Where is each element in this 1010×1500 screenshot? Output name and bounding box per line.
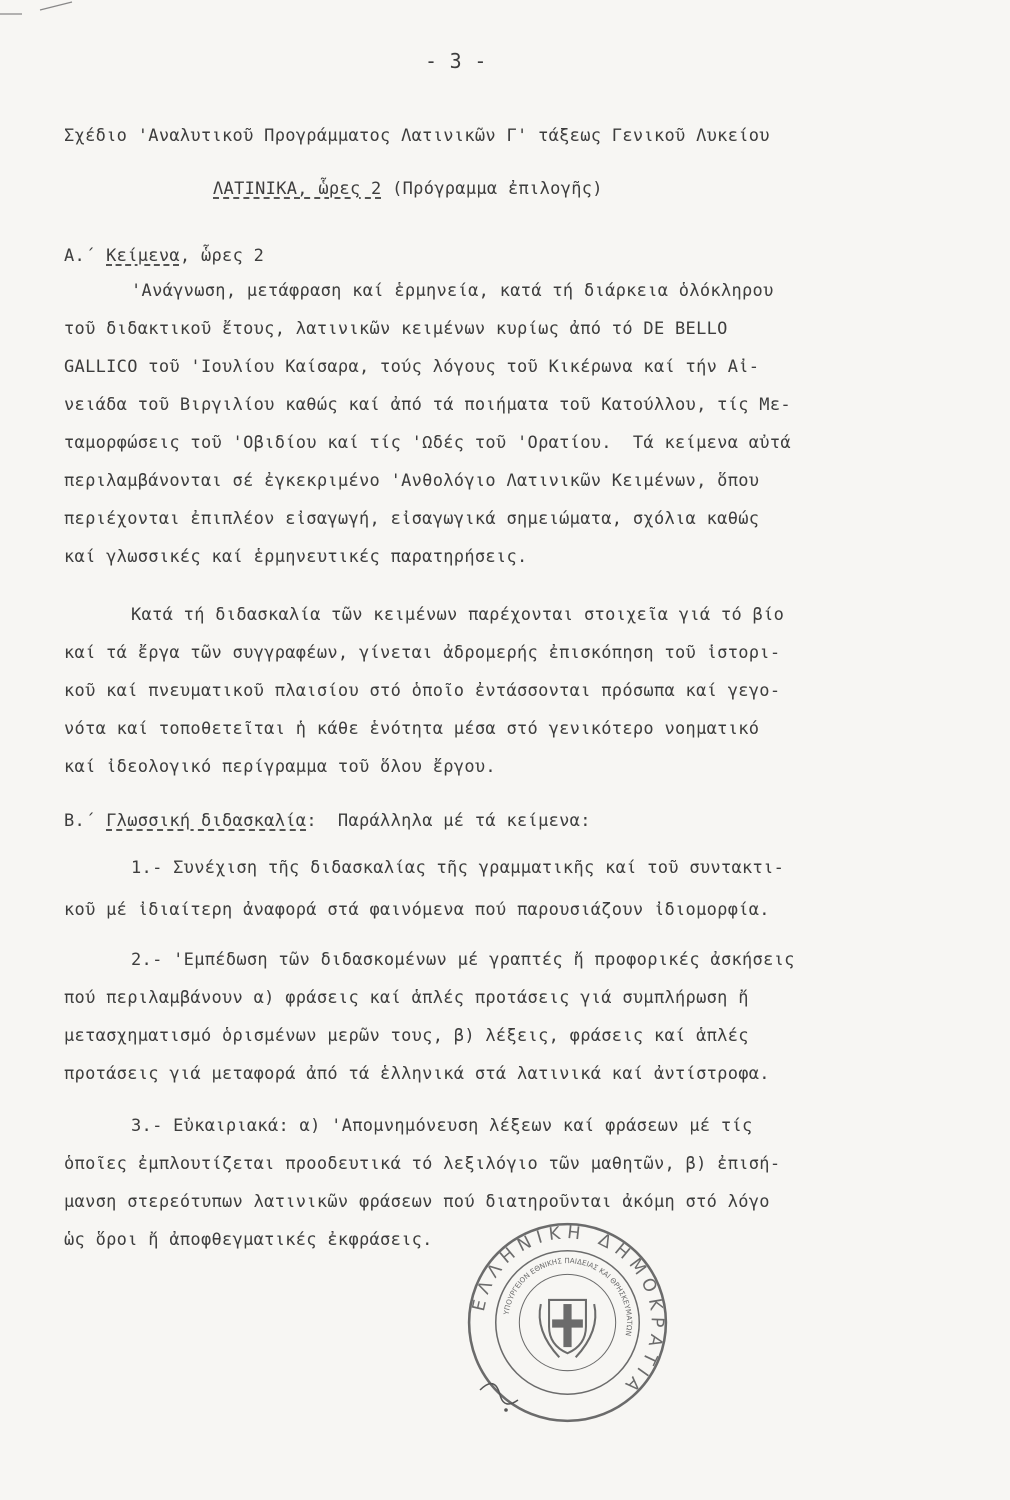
text-line: 2.- 'Εμπέδωση τῶν διδασκομένων μέ γραπτές ἤ προφορικές ἀσκήσεις [131, 950, 795, 970]
signature-mark [470, 1370, 530, 1420]
document-title: Σχέδιο 'Αναλυτικοῦ Προγράμματος Λατινικῶν Γ' τάξεως Γενικοῦ Λυκείου [64, 126, 770, 146]
text-line: τοῦ διδακτικοῦ ἔτους, λατινικῶν κειμένων κυρίως ἀπό τό DE BELLO [64, 319, 728, 339]
section-a-hours: , ὧρες 2 [179, 246, 265, 266]
text-line: καί ἰδεολογικό περίγραμμα τοῦ ὅλου ἔργου. [64, 757, 496, 777]
text-line: 'Ανάγνωση, μετάφραση καί ἑρμηνεία, κατά τή διάρκεια ὁλόκληρου [131, 281, 774, 301]
section-a-prefix: Α.΄ [64, 246, 107, 266]
section-a-title: Κείμενα [106, 246, 180, 266]
subheading [213, 178, 603, 200]
text-line: μανση στερεότυπων λατινικῶν φράσεων πού διατηροῦνται ἀκόμη στό λόγο [64, 1192, 770, 1212]
page-number: - 3 - [425, 49, 487, 73]
seal-inner-text: ΥΠΟΥΡΓΕΙΟΝ ΕΘΝΙΚΗΣ ΠΑΙΔΕΙΑΣ ΚΑΙ ΘΡΗΣΚΕΥΜΑΤΩΝ [501, 1256, 634, 1337]
text-line: ταμορφώσεις τοῦ 'Οβιδίου καί τίς 'Ωδές τοῦ 'Ορατίου. Τά κείμενα αὐτά [64, 433, 791, 453]
section-b-prefix: Β.΄ [64, 811, 107, 831]
text-line: πού περιλαμβάνουν α) φράσεις καί ἁπλές προτάσεις γιά συμπλήρωση ἤ [64, 988, 749, 1008]
text-line: νειάδα τοῦ Βιργιλίου καθώς καί ἀπό τά ποιήματα τοῦ Κατούλλου, τίς Με- [64, 395, 791, 415]
subheading-program: (Πρόγραμμα ἐπιλογῆς) [381, 179, 603, 199]
text-line: Κατά τή διδασκαλία τῶν κειμένων παρέχονται στοιχεῖα γιά τό βίο [131, 605, 785, 625]
text-line: καί γλωσσικές καί ἑρμηνευτικές παρατηρήσεις. [64, 547, 528, 567]
section-a-heading [64, 245, 264, 267]
text-line: περιέχονται ἐπιπλέον εἰσαγωγή, εἰσαγωγικά σημειώματα, σχόλια καθώς [64, 509, 760, 529]
text-line: 1.- Συνέχιση τῆς διδασκαλίας τῆς γραμματικῆς καί τοῦ συντακτι- [131, 858, 785, 878]
corner-scratch-mark [0, 0, 120, 60]
text-line: κοῦ μέ ἰδιαίτερη ἀναφορά στά φαινόμενα πού παρουσιάζουν ἰδιομορφία. [64, 900, 770, 920]
text-line: προτάσεις γιά μεταφορά ἀπό τά ἑλληνικά στά λατινικά καί ἀντίστροφα. [64, 1064, 770, 1084]
subheading-subject: ΛΑΤΙΝΙΚΑ, ὧρες 2 [213, 179, 382, 199]
greek-coat-of-arms-icon [540, 1300, 596, 1357]
bleed-through-texture [70, 130, 970, 1280]
section-b-heading [64, 810, 591, 832]
text-line: περιλαμβάνονται σέ ἐγκεκριμένο 'Ανθολόγιο Λατινικῶν Κειμένων, ὅπου [64, 471, 760, 491]
text-line: GALLICO τοῦ 'Ιουλίου Καίσαρα, τούς λόγους τοῦ Κικέρωνα καί τήν Αἰ- [64, 357, 760, 377]
seal-outer-text: ΕΛΛΗΝΙΚΗ ΔΗΜΟΚΡΑΤΙΑ [469, 1222, 667, 1400]
text-line: ὁποῖες ἐμπλουτίζεται προοδευτικά τό λεξιλόγιο τῶν μαθητῶν, β) ἐπισή- [64, 1154, 781, 1174]
section-b-title: Γλωσσική διδασκαλία [106, 811, 307, 831]
text-line: 3.- Εὐκαιριακά: α) 'Απομνημόνευση λέξεων καί φράσεων μέ τίς [131, 1116, 753, 1136]
text-line: νότα καί τοποθετεῖται ἡ κάθε ἑνότητα μέσα στό γενικότερο νοηματικό [64, 719, 760, 739]
text-line: καί τά ἔργα τῶν συγγραφέων, γίνεται ἀδρομερής ἐπισκόπηση τοῦ ἱστορι- [64, 643, 781, 663]
text-line: μετασχηματισμό ὁρισμένων μερῶν τους, β) λέξεις, φράσεις καί ἁπλές [64, 1026, 749, 1046]
section-b-rest: : Παράλληλα μέ τά κείμενα: [306, 811, 591, 831]
text-line: κοῦ καί πνευματικοῦ πλαισίου στό ὁποῖο ἐντάσσονται πρόσωπα καί γεγο- [64, 681, 781, 701]
text-line: ὡς ὅροι ἤ ἀποφθεγματικές ἐκφράσεις. [64, 1230, 433, 1250]
